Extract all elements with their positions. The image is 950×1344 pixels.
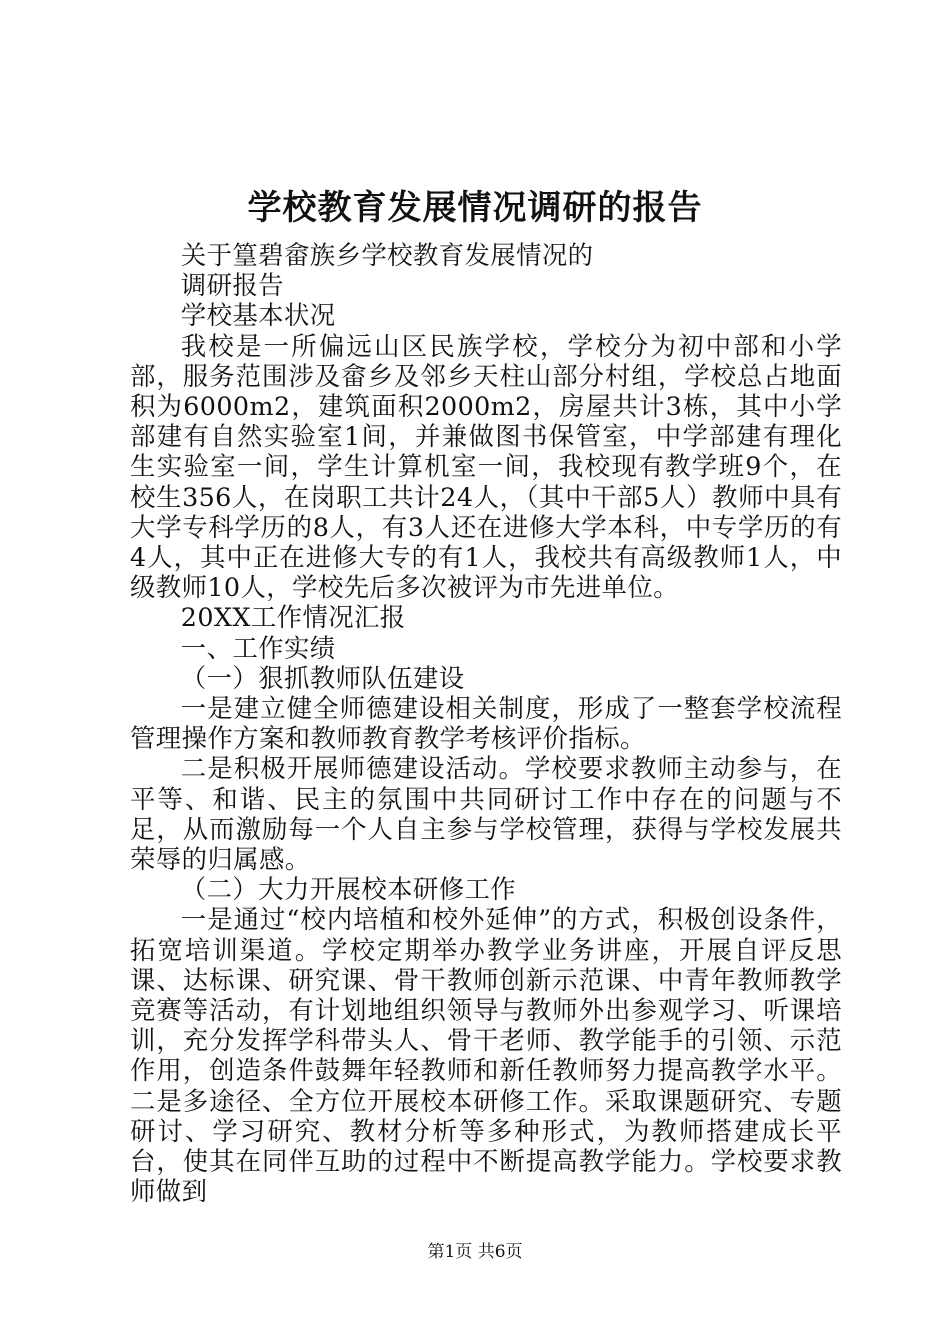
paragraph-ethics-system: 一是建立健全师德建设相关制度，形成了一整套学校流程管理操作方案和教师教育教学考核评价指标。 xyxy=(130,693,842,754)
paragraph-school-overview: 我校是一所偏远山区民族学校，学校分为初中部和小学部，服务范围涉及畲乡及邻乡天柱山部分村组，学校总占地面积为6000m2，建筑面积2000m2，房屋共计3栋，其中小学部建有自然实验室1间，并兼做图书保管室，中学部建有理化生实验室一间，学生计算机室一间，我校现有教学班9个，在校生356人，在岗职工共计24人，（其中干部5人）教师中具有大学专科学历的8人，有3人还在进修大学本科，中专学历的有4人，其中正在进修大专的有1人，我校共有高级教师1人，中级教师10人，学校先后多次被评为市先进单位。 xyxy=(130,330,842,603)
document-body xyxy=(130,240,842,1207)
paragraph-ethics-activities: 二是积极开展师德建设活动。学校要求教师主动参与，在平等、和谐、民主的氛围中共同研讨工作中存在的问题与不足，从而激励每一个人自主参与学校管理，获得与学校发展共荣辱的归属感。 xyxy=(130,753,842,875)
paragraph-training-channels: 一是通过“校内培植和校外延伸”的方式，积极创设条件，拓宽培训渠道。学校定期举办教学业务讲座，开展自评反思课、达标课、研究课、骨干教师创新示范课、中青年教师教学竞赛等活动，有计划地组织领导与教师外出参观学习、听课培训，充分发挥学科带头人、骨干老师、教学能手的引领、示范作用，创造条件鼓舞年轻教师和新任教师努力提高教学水平。二是多途径、全方位开展校本研修工作。采取课题研究、专题研讨、学习研究、教材分析等多种形式，为教师搭建成长平台，使其在同伴互助的过程中不断提高教学能力。学校要求教师做到 xyxy=(130,904,842,1207)
paragraph-subtitle-line1: 关于篁碧畲族乡学校教育发展情况的 xyxy=(180,240,594,270)
subsection-heading-teacher-team: （一）狠抓教师队伍建设 xyxy=(180,662,465,693)
document-title: 学校教育发展情况调研的报告 xyxy=(247,188,703,228)
section-heading-work-report: 20XX工作情况汇报 xyxy=(180,602,406,633)
subsection-heading-school-research: （二）大力开展校本研修工作 xyxy=(180,874,517,905)
section-heading-basic-status: 学校基本状况 xyxy=(180,300,336,331)
section-heading-achievements: 一、工作实绩 xyxy=(180,632,336,663)
page-footer: 第1页 共6页 xyxy=(427,1242,523,1262)
paragraph-subtitle-line2: 调研报告 xyxy=(180,270,284,301)
